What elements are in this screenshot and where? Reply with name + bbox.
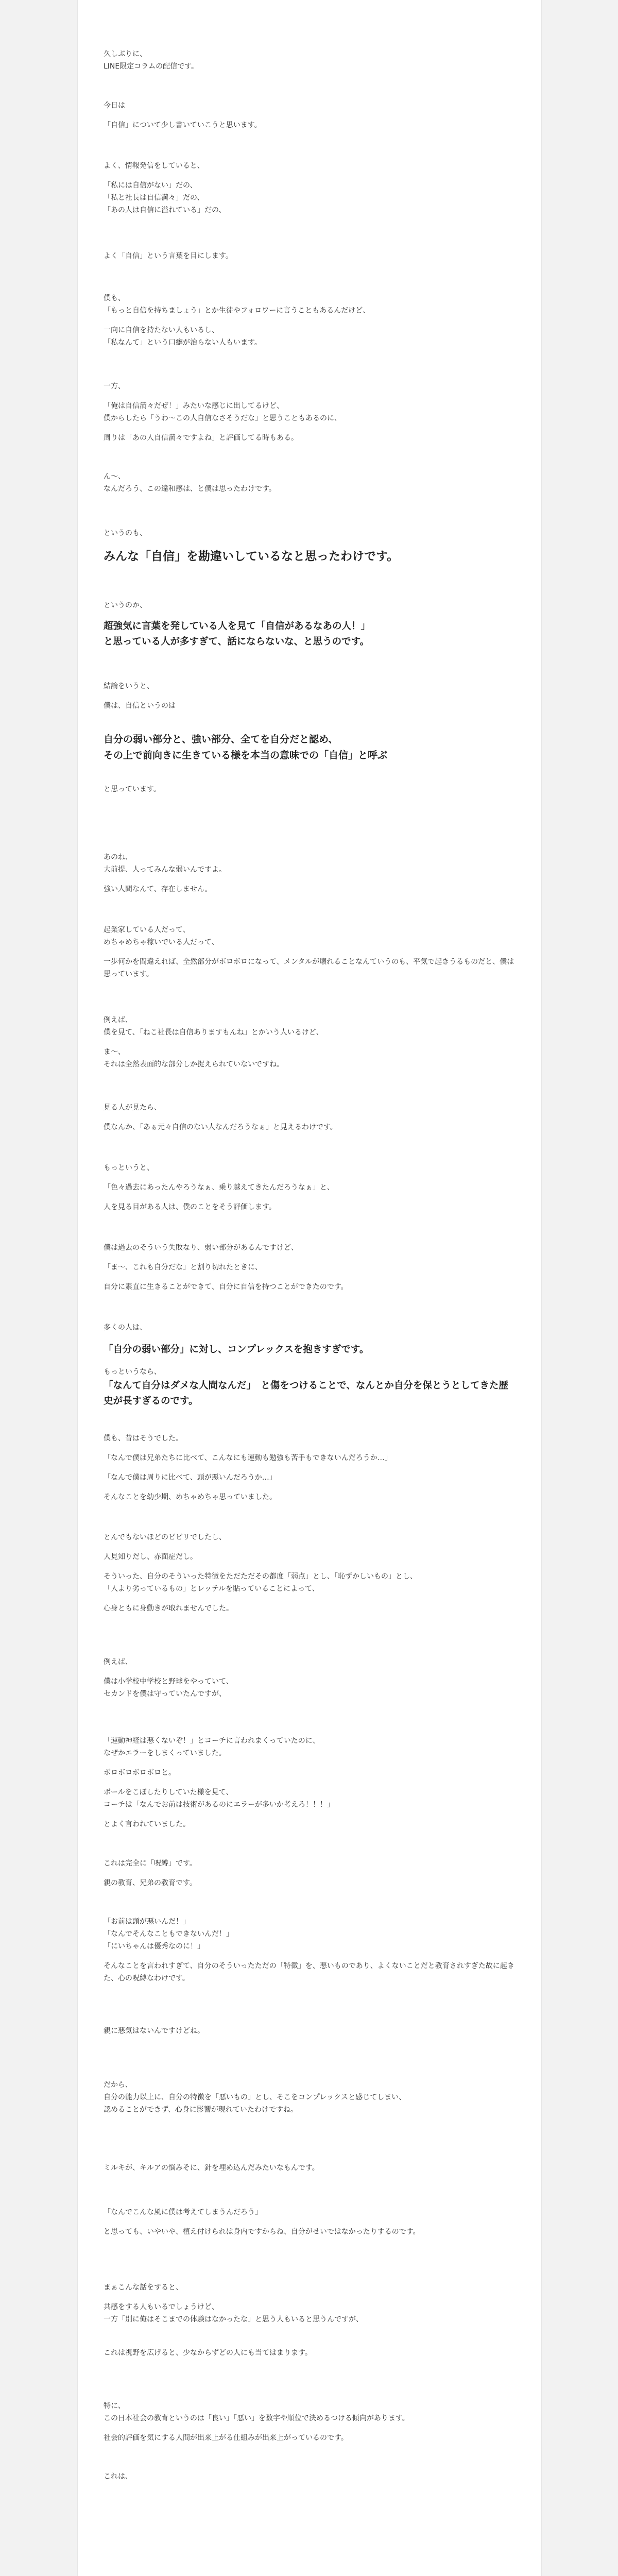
paragraph: よく「自信」という言葉を目にします。 — [104, 252, 233, 260]
article-text-block — [104, 924, 516, 980]
paragraph: ボールをこぼしたりしていた様を見て、 コーチは「なんでお前は技術があるのにエラーが多いか考えろ！！！」 — [104, 1788, 334, 1809]
paragraph: 一歩何かを間違えれば、全然部分がボロボロになって、メンタルが壊れることなんていうのも、平気で起きうるものだと、僕は思っています。 — [104, 958, 514, 978]
paragraph: 僕は、自信というのは — [104, 702, 176, 710]
article-text-block — [104, 2162, 516, 2174]
article-text-block — [104, 851, 516, 895]
paragraph: 親に悪気はないんですけどね。 — [104, 2027, 204, 2035]
article-text-block — [104, 48, 516, 73]
paragraph: 自分に素直に生きることができて、自分に自信を持つことができたのです。 — [104, 1283, 348, 1291]
paragraph: 例えば、 — [104, 1658, 132, 1666]
paragraph: というのも、 — [104, 529, 147, 537]
paragraph: これは、 — [104, 2472, 132, 2481]
article-text-block — [104, 2025, 516, 2037]
article-text-block — [104, 2206, 516, 2238]
emphasis-heading: 「自分の弱い部分」に対し、コンプレックスを抱きすぎです。 — [104, 1344, 369, 1355]
article-text-block — [104, 99, 516, 131]
article-text-block — [104, 2079, 516, 2116]
paragraph: というのか、 — [104, 601, 147, 609]
paragraph: 多くの人は、 — [104, 1324, 147, 1332]
emphasis-heading: 「なんて自分はダメな人間なんだ」 と傷をつけることで、なんとか自分を保とうとしてきた歴史が長すぎるのです。 — [104, 1380, 508, 1406]
paragraph: 久しぶりに、 LINE限定コラムの配信です。 — [104, 50, 198, 71]
article-text-block — [104, 1656, 516, 1700]
paragraph: まぁこんな話をすると、 — [104, 2283, 183, 2292]
paragraph: あのね、 大前提、人ってみんな弱いんですよ。 — [104, 853, 226, 874]
article-text-block — [104, 1321, 516, 1409]
paragraph: これは視野を広げると、少なからずどの人にも当てはまります。 — [104, 2349, 312, 2357]
paragraph: これは完全に「呪縛」です。 — [104, 1859, 197, 1868]
article-text-block — [104, 680, 516, 795]
paragraph: 社会的評価を気にする人間が出来上がる仕組みが出来上がっているのです。 — [104, 2434, 348, 2442]
article-text-block — [104, 1014, 516, 1071]
paragraph: 一方、 — [104, 382, 125, 391]
article-text-block — [104, 380, 516, 444]
paragraph: ミルキが、キルアの悩みそに、針を埋め込んだみたいなもんです。 — [104, 2164, 319, 2172]
paragraph: 「お前は頭が悪いんだ！」 「なんでそんなこともできないんだ！」 「にいちゃんは優秀なのに！」 — [104, 1918, 233, 1951]
paragraph: 「ま〜、これも自分だな」と割り切れたときに、 — [104, 1263, 262, 1272]
article-text-block — [104, 1101, 516, 1133]
article-text-block — [104, 1162, 516, 1213]
article-text-block — [104, 599, 516, 650]
emphasis-heading: 自分の弱い部分と、強い部分、全てを自分だと認め、 その上で前向きに生きている様を本当の意味での「自信」と呼ぶ — [104, 734, 388, 761]
article-text-block — [104, 1242, 516, 1293]
paragraph: 「運動神経は悪くないぞ！」とコーチに言われまくっていたのに、 なぜかエラーをしまくっていました。 — [104, 1737, 320, 1757]
article-text-block — [104, 2400, 516, 2444]
article-text-block — [104, 1735, 516, 1831]
paragraph: 「俺は自信満々だぜ！」みたいな感じに出してるけど、 僕からしたら「うわ〜この人自信なさそうだな」と思うこともあるのに、 — [104, 402, 341, 422]
paragraph: と思っても、いやいや、植え付けられは身内ですからね、自分がせいではなかったりするのです。 — [104, 2228, 420, 2236]
paragraph: 心身ともに身動きが取れませんでした。 — [104, 1604, 233, 1613]
paragraph: そういった、自分のそういった特徴をただただその都度「弱点」とし、「恥ずかしいもの」とし、 「人より劣っているもの」とレッテルを貼っていることによって、 — [104, 1572, 417, 1593]
paragraph: 今日は — [104, 101, 125, 110]
paragraph: そんなことを幼少期、めちゃめちゃ思っていました。 — [104, 1493, 277, 1501]
paragraph: 共感をする人もいるでしょうけど、 一方「別に俺はそこまでの体験はなかったな」と思う人もいると思うんですが、 — [104, 2303, 363, 2324]
paragraph: 周りは「あの人自信満々ですよね」と評価してる時もある。 — [104, 434, 298, 442]
article-text-block — [104, 527, 516, 565]
article-text-block — [104, 2281, 516, 2326]
article-text-block — [104, 1857, 516, 1889]
paragraph: 起業家している人だって、 めちゃめちゃ稼いでいる人だって、 — [104, 926, 219, 946]
article-text-block — [104, 470, 516, 495]
paragraph: 人見知りだし、赤面症だし。 — [104, 1553, 197, 1561]
article-text-block — [104, 2470, 516, 2483]
paragraph: と思っています。 — [104, 785, 161, 793]
article-text-block — [104, 1432, 516, 1503]
paragraph: 例えば、 僕を見て、「ねこ社長は自信ありますもんね」とかいう人いるけど、 — [104, 1016, 323, 1037]
paragraph: 結論をいうと、 — [104, 682, 154, 690]
paragraph: 「私には自信がない」だの、 「私と社長は自信満々」だの、 「あの人は自信に溢れている」だの、 — [104, 181, 226, 214]
paragraph: とよく言われていました。 — [104, 1820, 190, 1828]
article-text-block — [104, 1531, 516, 1615]
paragraph: 「なんで僕は兄弟たちに比べて、こんなにも運動も勉強も苦手もできないんだろうか…」 — [104, 1454, 392, 1462]
emphasis-heading: みんな「自信」を勘違いしているなと思ったわけです。 — [104, 550, 399, 563]
paragraph: 一向に自信を持たない人もいるし、 「私なんて」という口癖が治らない人もいます。 — [104, 326, 262, 347]
paragraph: 僕も、昔はそうでした。 — [104, 1434, 183, 1443]
paragraph: ボロボロボロボロと。 — [104, 1769, 176, 1777]
paragraph: だから、 自分の能力以上に、自分の特徴を「悪いもの」とし、そこをコンプレックスと感じてしまい、 認めることができず、心身に影響が現れていたわけですね。 — [104, 2081, 406, 2114]
paragraph: 僕なんか、「あぁ元々自信のない人なんだろうなぁ」と見えるわけです。 — [104, 1123, 337, 1131]
article-text-block — [104, 250, 516, 262]
article-text-block — [104, 2347, 516, 2359]
paragraph: 人を見る目がある人は、僕のことをそう評価します。 — [104, 1203, 276, 1211]
paragraph: 僕も、 「もっと自信を持ちましょう」とか生徒やフォロワーに言うこともあるんだけど、 — [104, 294, 370, 315]
article-text-block — [104, 1916, 516, 1985]
paragraph: もっというと、 — [104, 1164, 154, 1172]
paragraph: 僕は小学校中学校と野球をやっていて、 セカンドを僕は守っていたんですが、 — [104, 1677, 233, 1698]
paragraph: ま〜、 それは全然表面的な部分しか捉えられていないですね。 — [104, 1048, 284, 1069]
paragraph: もっというなら、 — [104, 1368, 161, 1376]
paragraph: 見る人が見たら、 — [104, 1104, 161, 1112]
paragraph: とんでもないほどのビビリでしたし、 — [104, 1533, 226, 1541]
paragraph: 「なんで僕は周りに比べて、頭が悪いんだろうか…」 — [104, 1473, 277, 1482]
paragraph: 僕は過去のそういう失敗なり、弱い部分があるんですけど、 — [104, 1244, 298, 1252]
paragraph: 特に、 この日本社会の教育というのは「良い」「悪い」を数字や順位で決めるつける傾向があります。 — [104, 2402, 409, 2422]
article-text-block — [104, 160, 516, 216]
article-text-block — [104, 292, 516, 349]
emphasis-heading: 超強気に言葉を発している人を見て「自信があるなあの人！」 と思っている人が多すぎて、話にならないな、と思うのです。 — [104, 621, 371, 647]
paragraph: ん〜、 なんだろう、この違和感は、と僕は思ったわけです。 — [104, 472, 276, 493]
paragraph: よく、情報発信をしていると、 — [104, 162, 204, 170]
article-column — [77, 0, 542, 2576]
paragraph: そんなことを言われすぎて、自分のそういったただの「特徴」を、悪いものであり、よくないことだと教育されすぎた故に起きた、心の呪縛なわけです。 — [104, 1962, 514, 1982]
paragraph: 親の教育、兄弟の教育です。 — [104, 1879, 197, 1887]
paragraph: 「色々過去にあったんやろうなぁ、乗り越えてきたんだろうなぁ」と、 — [104, 1183, 334, 1192]
paragraph: 「なんでこんな風に僕は考えてしまうんだろう」 — [104, 2208, 262, 2216]
paragraph: 「自信」について少し書いていこうと思います。 — [104, 121, 262, 129]
paragraph: 強い人間なんて、存在しません。 — [104, 885, 212, 893]
